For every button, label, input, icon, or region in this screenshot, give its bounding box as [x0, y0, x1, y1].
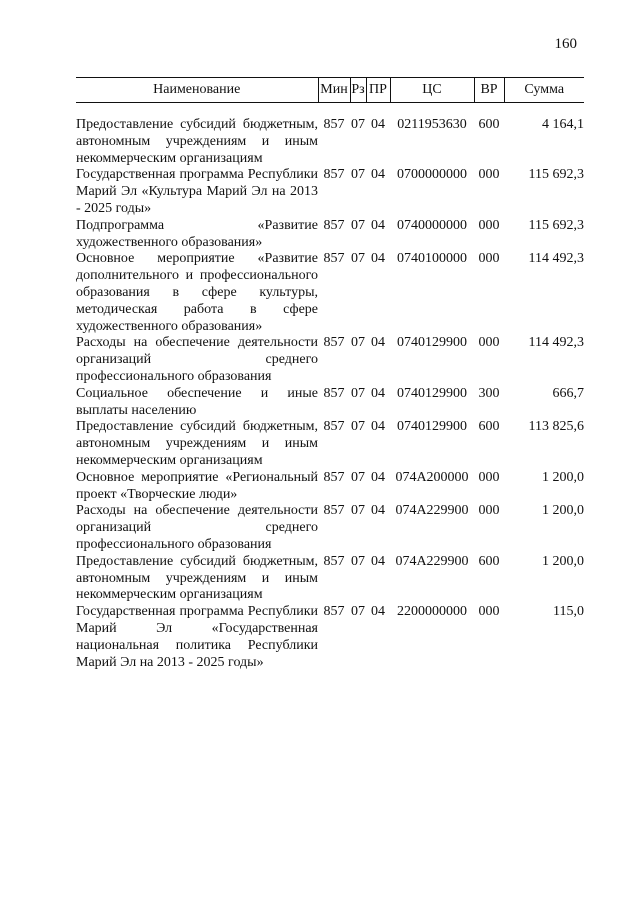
cell-sum: 1 200,0	[542, 503, 584, 519]
table-row	[76, 335, 584, 385]
cell-pr: 04	[371, 217, 385, 233]
page-number: 160	[554, 36, 577, 52]
cell-cs: 0740000000	[397, 217, 467, 233]
cell-min: 857	[323, 553, 345, 569]
cell-min: 857	[323, 604, 345, 620]
cell-pr: 04	[371, 553, 385, 569]
table-row	[76, 503, 584, 553]
cell-sum: 115,0	[553, 604, 584, 620]
cell-pr: 04	[371, 419, 385, 435]
cell-name: Расходы на обеспечение деятельности организаций среднего профессионального образования	[76, 503, 318, 552]
cell-vr: 000	[478, 469, 500, 485]
cell-rz: 07	[351, 385, 365, 401]
cell-vr: 600	[478, 117, 500, 132]
cell-vr: 000	[478, 167, 500, 183]
table-body	[76, 103, 584, 672]
header-min: Мин	[318, 78, 350, 103]
table-row	[76, 419, 584, 469]
cell-name: Расходы на обеспечение деятельности организаций среднего профессионального образования	[76, 335, 318, 384]
table-row	[76, 604, 584, 671]
budget-table	[76, 77, 584, 671]
cell-min: 857	[323, 503, 345, 519]
cell-pr: 04	[371, 604, 385, 620]
cell-name: Социальное обеспечение и иные выплаты населению	[76, 385, 318, 418]
cell-rz: 07	[351, 167, 365, 183]
cell-min: 857	[323, 251, 345, 267]
cell-sum: 115 692,3	[528, 217, 584, 233]
cell-name: Государственная программа Республики Марий Эл «Культура Марий Эл на 2013 - 2025 годы»	[76, 167, 318, 216]
cell-cs: 0700000000	[397, 167, 467, 183]
cell-sum: 4 164,1	[542, 117, 584, 132]
cell-rz: 07	[351, 217, 365, 233]
cell-rz: 07	[351, 335, 365, 351]
cell-sum: 1 200,0	[542, 553, 584, 569]
cell-sum: 113 825,6	[528, 419, 584, 435]
header-pr: ПР	[366, 78, 390, 103]
cell-cs: 2200000000	[397, 604, 467, 620]
cell-pr: 04	[371, 385, 385, 401]
cell-cs: 0740129900	[397, 419, 467, 435]
cell-cs: 074А229900	[395, 503, 469, 519]
cell-cs: 0740129900	[397, 385, 467, 401]
cell-pr: 04	[371, 117, 385, 132]
header-sum: Сумма	[504, 78, 584, 103]
cell-cs: 0740129900	[397, 335, 467, 351]
cell-pr: 04	[371, 335, 385, 351]
table-row	[76, 554, 584, 604]
cell-cs: 074А200000	[395, 469, 469, 485]
cell-vr: 600	[478, 419, 500, 435]
cell-cs: 0740100000	[397, 251, 467, 267]
header-name: Наименование	[76, 78, 318, 103]
cell-name: Предоставление субсидий бюджетным, автономным учреждениям и иным некоммерческим организациям	[76, 419, 318, 468]
cell-name: Предоставление субсидий бюджетным, автономным учреждениям и иным некоммерческим организациям	[76, 117, 318, 166]
table-row	[76, 251, 584, 335]
cell-sum: 1 200,0	[542, 469, 584, 485]
cell-vr: 300	[478, 385, 500, 401]
cell-rz: 07	[351, 553, 365, 569]
cell-sum: 115 692,3	[528, 167, 584, 183]
table-row	[76, 167, 584, 217]
cell-min: 857	[323, 117, 345, 132]
cell-vr: 000	[478, 251, 500, 267]
cell-pr: 04	[371, 167, 385, 183]
cell-min: 857	[323, 335, 345, 351]
cell-rz: 07	[351, 469, 365, 485]
cell-pr: 04	[371, 503, 385, 519]
cell-rz: 07	[351, 251, 365, 267]
cell-min: 857	[323, 385, 345, 401]
cell-rz: 07	[351, 604, 365, 620]
header-vr: ВР	[474, 78, 504, 103]
cell-vr: 000	[478, 335, 500, 351]
cell-min: 857	[323, 419, 345, 435]
header-rz: Рз	[350, 78, 366, 103]
cell-name: Основное мероприятие «Развитие дополнительного и профессионального образования в сфере культуры, методическая работа в сфере художественного образования»	[76, 251, 318, 334]
cell-pr: 04	[371, 251, 385, 267]
cell-name: Подпрограмма «Развитие художественного образования»	[76, 217, 318, 250]
cell-sum: 666,7	[552, 385, 584, 401]
header-cs: ЦС	[390, 78, 474, 103]
cell-name: Предоставление субсидий бюджетным, автономным учреждениям и иным некоммерческим организациям	[76, 553, 318, 603]
cell-vr: 600	[478, 553, 500, 569]
cell-pr: 04	[371, 469, 385, 485]
table-row	[76, 117, 584, 167]
cell-vr: 000	[478, 217, 500, 233]
table-row	[76, 218, 584, 252]
cell-cs: 0211953630	[397, 117, 467, 132]
cell-vr: 000	[478, 503, 500, 519]
cell-rz: 07	[351, 503, 365, 519]
cell-sum: 114 492,3	[528, 251, 584, 267]
cell-vr: 000	[478, 604, 500, 620]
table-row	[76, 386, 584, 420]
table-row	[76, 470, 584, 504]
header-spacer	[76, 103, 584, 118]
cell-min: 857	[323, 469, 345, 485]
cell-rz: 07	[351, 117, 365, 132]
cell-rz: 07	[351, 419, 365, 435]
table-header	[76, 78, 584, 103]
cell-name: Государственная программа Республики Марий Эл «Государственная национальная политика Республики Марий Эл на 2013 - 2025 годы»	[76, 604, 318, 670]
cell-min: 857	[323, 217, 345, 233]
cell-sum: 114 492,3	[528, 335, 584, 351]
cell-cs: 074А229900	[395, 553, 469, 569]
cell-min: 857	[323, 167, 345, 183]
cell-name: Основное мероприятие «Региональный проект «Творческие люди»	[76, 469, 318, 502]
